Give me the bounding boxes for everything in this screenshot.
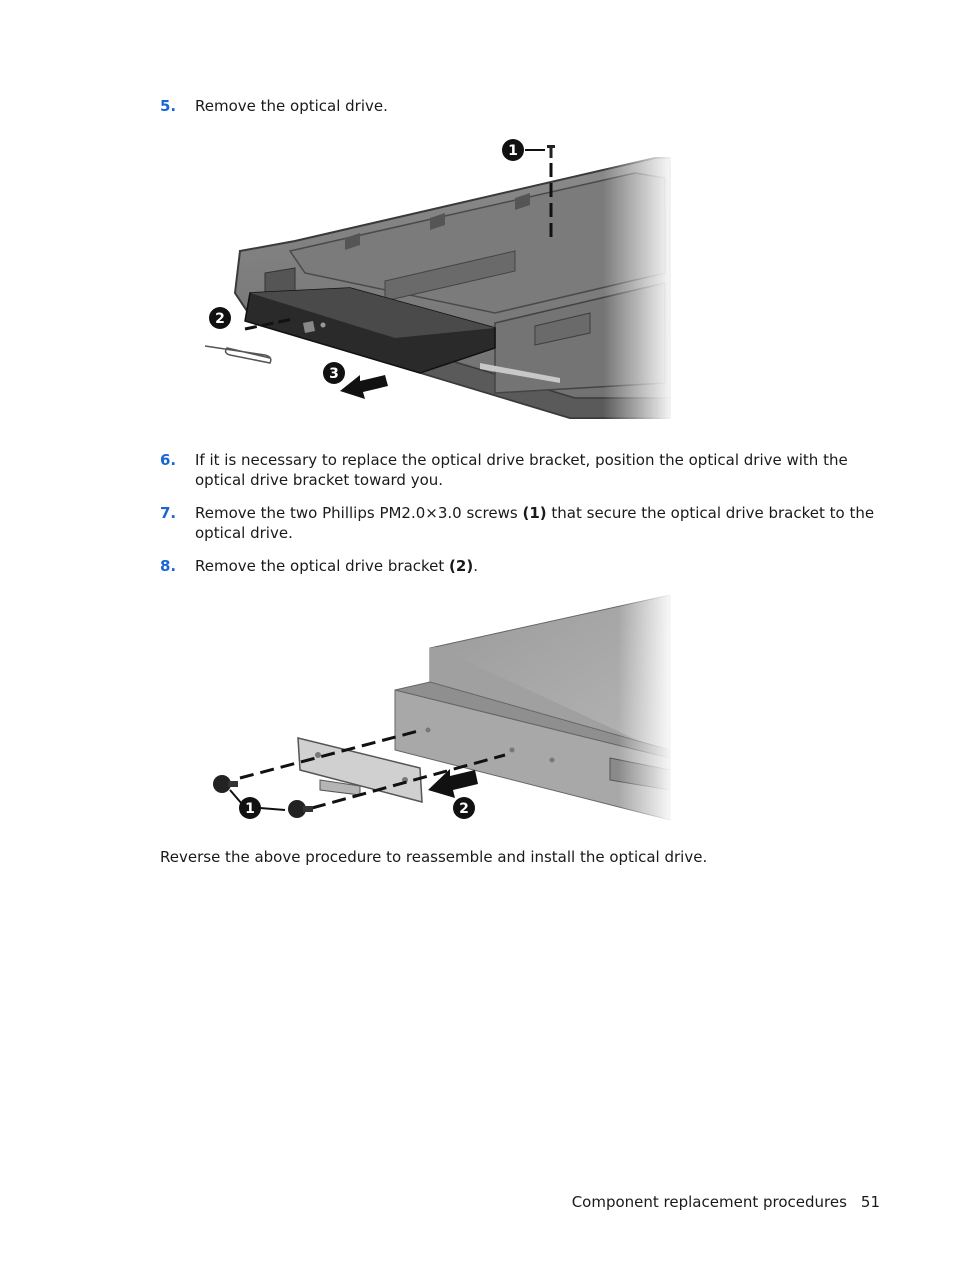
closing-paragraph: Reverse the above procedure to reassemble and install the optical drive. <box>160 848 708 866</box>
step-number: 8. <box>160 557 177 575</box>
step-5 <box>160 97 885 117</box>
step-number: 6. <box>160 451 177 469</box>
page-number: 51 <box>860 1193 880 1211</box>
optical-drive-bracket-illustration <box>200 590 675 825</box>
section-title: Component replacement procedures <box>571 1193 847 1211</box>
step-text: Remove the optical drive bracket (2). <box>195 557 478 575</box>
step-7 <box>160 504 885 543</box>
step-text: Remove the two Phillips PM2.0×3.0 screws (1) that secure the optical drive bracket to the optical drive. <box>195 504 875 542</box>
step-text: If it is necessary to replace the optical drive bracket, position the optical drive with the optical drive bracket toward you. <box>195 451 848 489</box>
step-number: 5. <box>160 97 177 115</box>
step-6 <box>160 451 885 490</box>
step-text: Remove the optical drive. <box>195 97 388 115</box>
page-footer <box>572 1192 880 1212</box>
callout-ref: (2) <box>449 557 474 575</box>
callout-ref: (1) <box>522 504 547 522</box>
step-number: 7. <box>160 504 177 522</box>
optical-drive-removal-illustration <box>195 133 675 423</box>
step-8 <box>160 557 885 577</box>
